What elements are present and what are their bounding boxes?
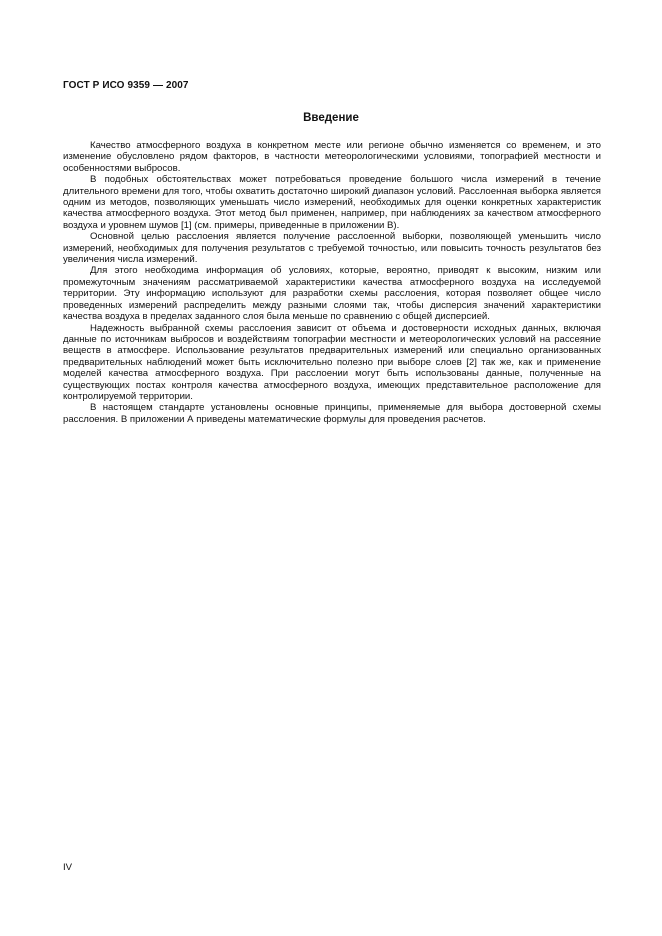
paragraph-3: Основной целью расслоения является получение расслоенной выборки, позволяющей уменьшить число измерений, необходимых для получения результатов с требуемой точностью, или повысить точность результатов без увеличения числа измерений. — [63, 231, 601, 266]
paragraph-2: В подобных обстоятельствах может потребоваться проведение большого числа измерений в течение длительного времени для того, чтобы охватить достаточно широкий диапазон условий. Расслоенная выборка является одним из методов, позволяющих уменьшать число измерений, необходимых для оценки конкретных характеристик качества атмосферного воздуха. Этот метод был применен, например, при наблюдениях за качеством атмосферного воздуха и уровнем шумов [1] (см. примеры, приведенные в приложении В). — [63, 174, 601, 231]
body-text — [63, 140, 601, 425]
paragraph-5: Надежность выбранной схемы расслоения зависит от объема и достоверности исходных данных, включая данные по источникам выбросов и воздействиям топографии местности и метеорологических условий на рассеяние веществ в атмосфере. Использование результатов предварительных измерений или специально организованных предварительных наблюдений может быть исключительно полезно при выборе слоев [2] так же, как и применение моделей качества атмосферного воздуха. При расслоении могут быть использованы данные, полученные на существующих постах контроля качества атмосферного воздуха, имеющих представительное расположение для контролируемой территории. — [63, 322, 601, 402]
paragraph-1: Качество атмосферного воздуха в конкретном месте или регионе обычно изменяется со временем, и это изменение обусловлено рядом факторов, в частности метеорологическими условиями, топографией местности и особенностями выбросов. — [63, 140, 601, 174]
page-number: IV — [63, 862, 73, 873]
paragraph-4: Для этого необходима информация об условиях, которые, вероятно, приводят к высоким, низким или промежуточным значениям рассматриваемой характеристики качества атмосферного воздуха на исследуемой территории. Эту информацию используют для разработки схемы расслоения, которая позволяет общее число проведенных измерений распределить между разными слоями так, чтобы дисперсия значений характеристики качества воздуха в пределах заданного слоя была меньше по сравнению с общей дисперсией. — [63, 265, 601, 323]
standard-code-header: ГОСТ Р ИСО 9359 — 2007 — [63, 80, 189, 91]
section-title: Введение — [303, 112, 359, 124]
paragraph-6: В настоящем стандарте установлены основные принципы, применяемые для выбора достоверной схемы расслоения. В приложении А приведены математические формулы для проведения расчетов. — [63, 402, 601, 425]
